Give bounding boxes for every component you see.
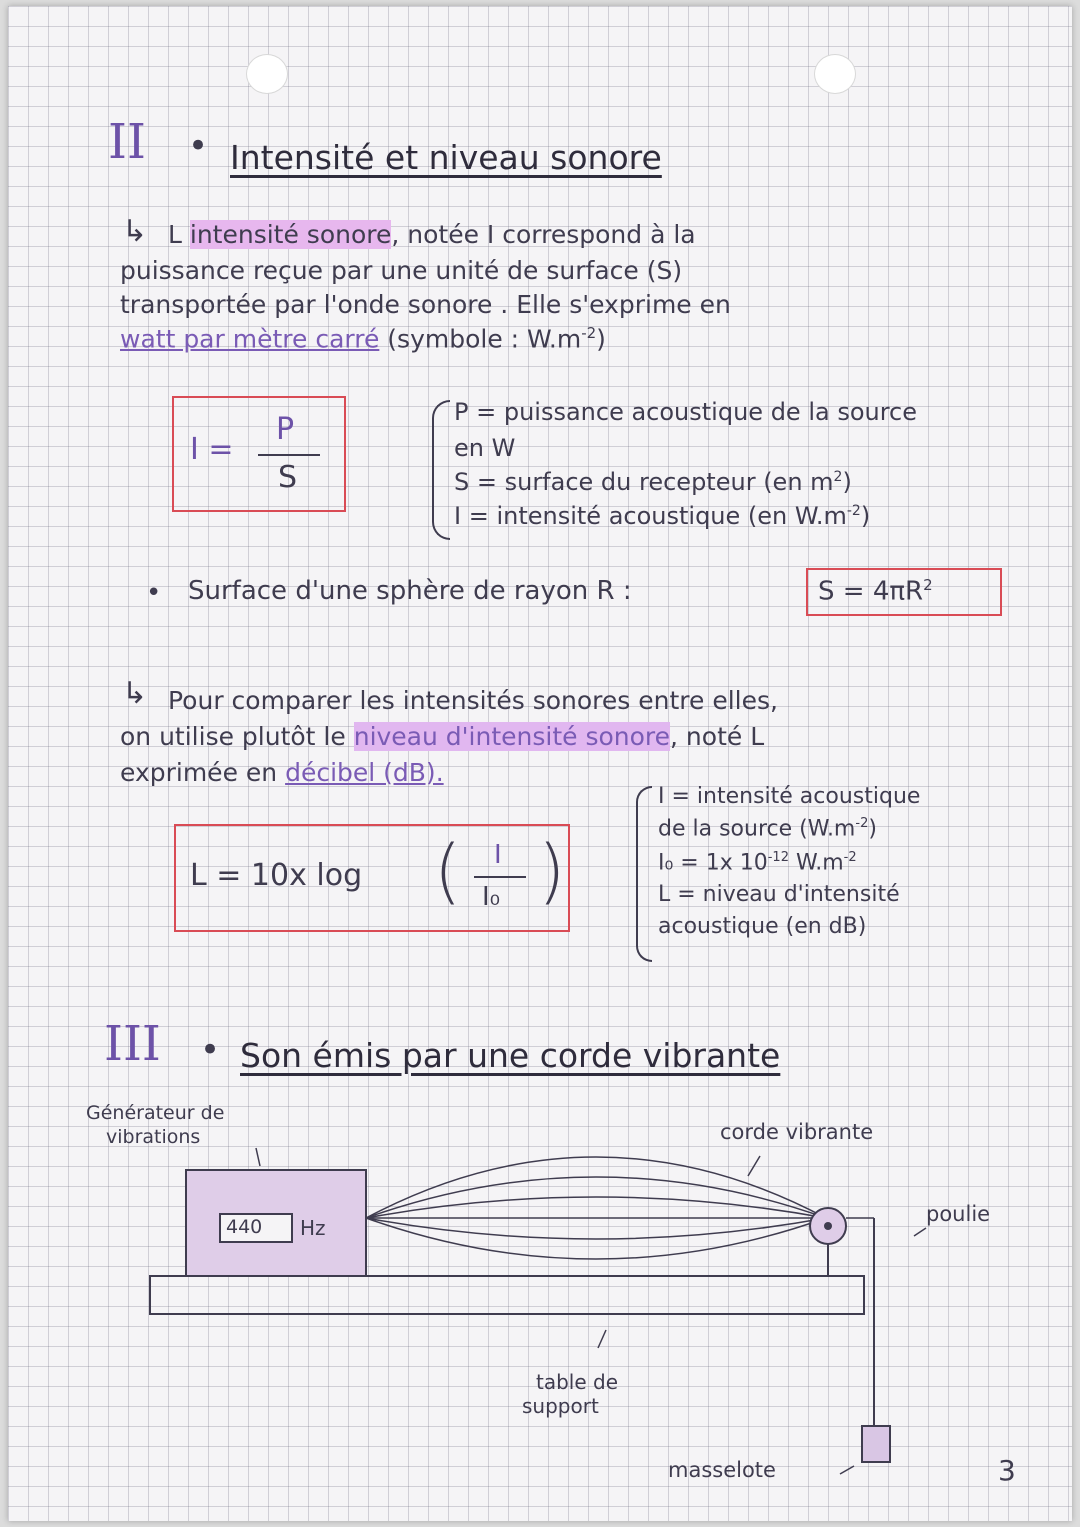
legend-1-line-3: S = surface du recepteur (en $m^2$) <box>454 468 852 496</box>
table-label-line-2: support <box>522 1394 599 1418</box>
section-2-title: Intensité et niveau sonore <box>230 138 662 177</box>
table-label-line-1: table de <box>536 1370 619 1394</box>
legend-2-line-4: L = niveau d'intensité <box>658 882 900 907</box>
paren-right: ) <box>538 830 566 912</box>
string-envelope <box>366 1157 826 1259</box>
sphere-text: Surface d'une sphère de rayon R : <box>188 576 632 606</box>
legend-2-line-3: I₀ = 1x $10^{-12}$ $W.m^{-2}$ <box>658 850 857 876</box>
paragraph-1-line-4: watt par mètre carré (symbole : $W.m^{-2}$) <box>120 324 606 354</box>
paragraph-1-line-1: L intensité sonore, notée I correspond à la <box>168 220 696 249</box>
page-number: 3 <box>998 1454 1016 1487</box>
formula-intensity-lhs: I = <box>190 432 234 467</box>
legend-2-line-1: I = intensité acoustique <box>658 784 921 809</box>
sphere-bullet: • <box>146 578 162 608</box>
legend-2-line-5: acoustique (en dB) <box>658 914 867 939</box>
section-3-title: Son émis par une corde vibrante <box>240 1036 781 1075</box>
formula-intensity-numerator: P <box>276 412 295 447</box>
formula-level-denominator: I₀ <box>482 882 501 912</box>
vibrating-string-diagram <box>8 6 1072 1521</box>
arrow-icon-2: ↳ <box>122 676 148 711</box>
paragraph-1-line-3: transportée par l'onde sonore . Elle s'exprime en <box>120 290 731 319</box>
legend-1-line-2: en W <box>454 434 516 462</box>
paren-left: ( <box>434 830 462 912</box>
section-2-bullet: • <box>188 126 209 166</box>
support-table <box>150 1276 864 1314</box>
paragraph-2-line-2: on utilise plutôt le niveau d'intensité sonore, noté L <box>120 722 765 751</box>
string-label: corde vibrante <box>720 1120 874 1144</box>
highlight-niveau-intensite: niveau d'intensité sonore <box>353 722 671 751</box>
generator-label-line-1: Générateur de <box>86 1102 225 1124</box>
legend-1-line-4: I = intensité acoustique (en $W.m^{-2}$) <box>454 502 871 530</box>
arrow-icon: ↳ <box>122 214 148 249</box>
section-3-numeral: III <box>104 1016 161 1072</box>
mass-label: masselote <box>668 1458 776 1482</box>
frequency-value: 440 <box>226 1216 263 1238</box>
section-2-numeral: II <box>108 114 146 170</box>
formula-level-lhs: L = 10x log <box>190 858 363 893</box>
legend-2-line-2: de la source $(W.m^{-2})$ <box>658 816 877 842</box>
formula-level-numerator: I <box>494 840 502 870</box>
hanging-mass <box>862 1426 890 1462</box>
section-3-bullet: • <box>200 1030 221 1070</box>
formula-intensity-denominator: S <box>278 460 298 495</box>
sphere-formula: $S = 4\pi R^2$ <box>818 576 933 607</box>
pulley-label: poulie <box>926 1202 991 1226</box>
highlight-intensite-sonore: intensité sonore <box>189 220 392 249</box>
paragraph-2-line-1: Pour comparer les intensités sonores entre elles, <box>168 686 778 715</box>
notebook-page <box>8 6 1072 1521</box>
frequency-unit: Hz <box>300 1216 326 1240</box>
generator-label-line-2: vibrations <box>106 1126 201 1148</box>
legend-1-line-1: P = puissance acoustique de la source <box>454 398 918 426</box>
paragraph-1-line-2: puissance reçue par une unité de surface (S) <box>120 256 683 285</box>
paragraph-2-line-3: exprimée en décibel (dB). <box>120 758 444 787</box>
